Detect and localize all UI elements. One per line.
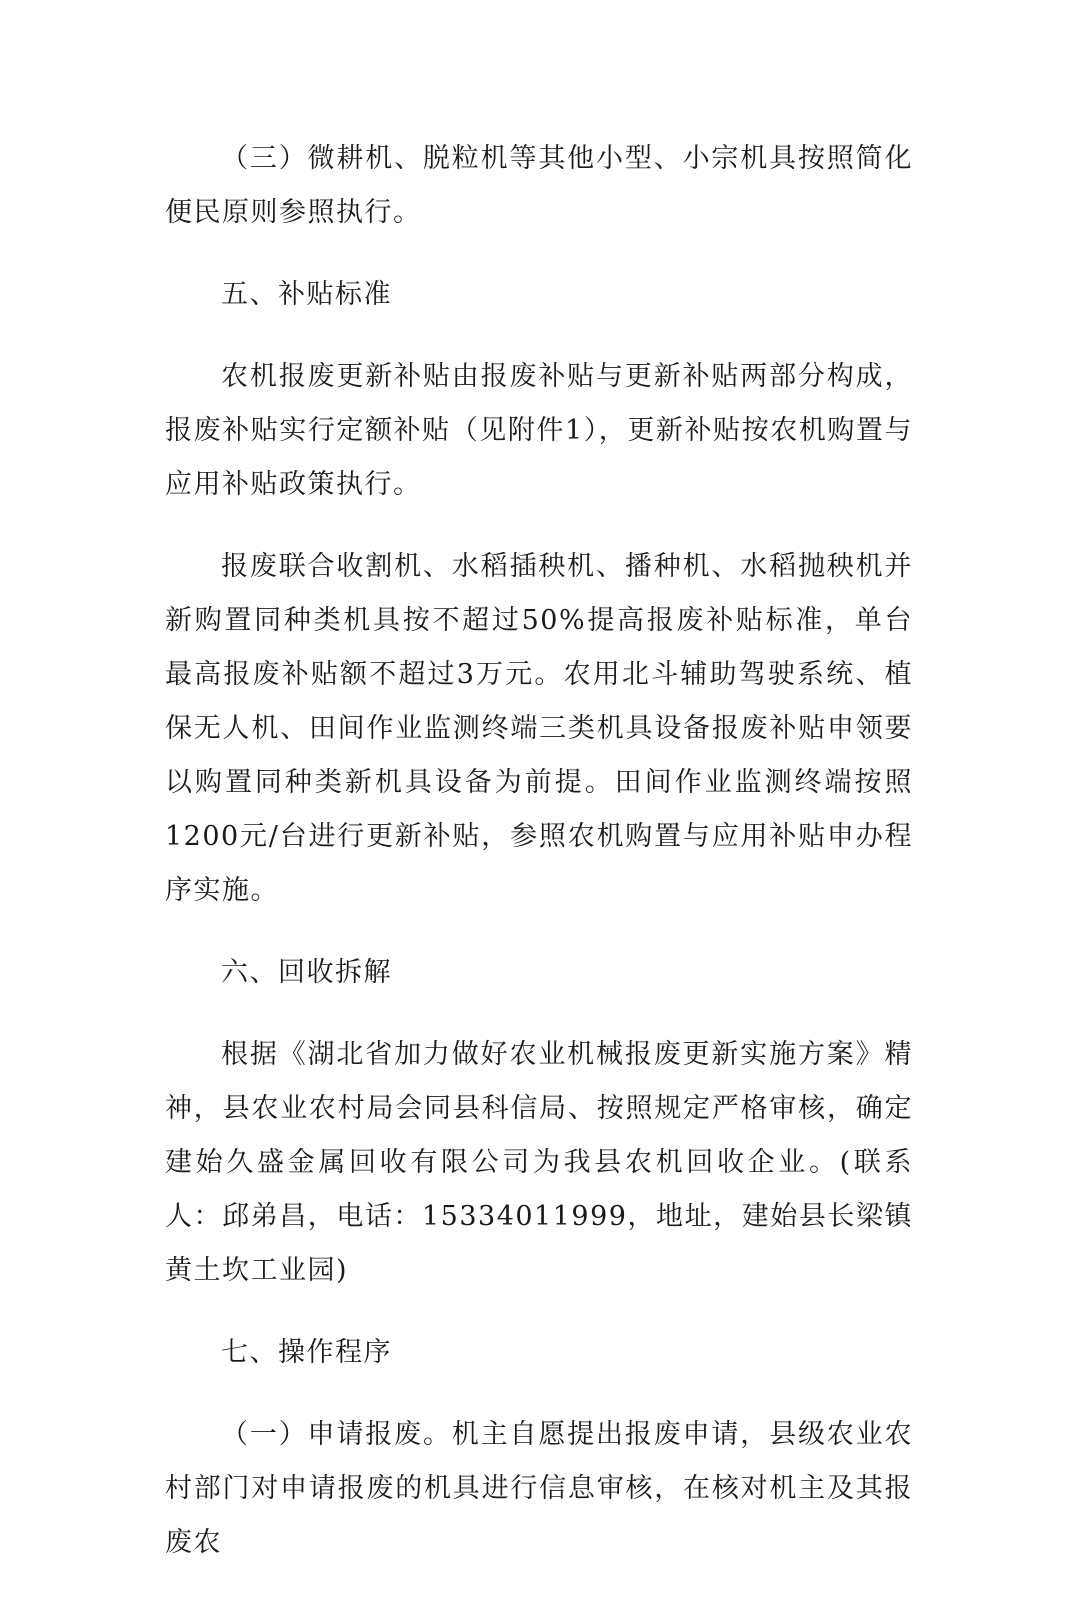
section-heading-subsidy-standard: 五、补贴标准 [221,279,392,310]
paragraph-subsidy-composition: 农机报废更新补贴由报废补贴与更新补贴两部分构成，报废补贴实行定额补贴（见附件1），更新补贴按农机购置与应用补贴政策执行。 [165,361,913,500]
paragraph-apply-scrap: （一）申请报废。机主自愿提出报废申请，县级农业农村部门对申请报废的机具进行信息审核，在核对机主及其报废农 [165,1419,913,1558]
paragraph-item-three: （三）微耕机、脱粒机等其他小型、小宗机具按照简化便民原则参照执行。 [165,143,913,228]
document-body [165,132,913,1598]
section-heading-recycling: 六、回收拆解 [221,957,392,988]
section-heading-procedure: 七、操作程序 [221,1337,392,1368]
paragraph-subsidy-details: 报废联合收割机、水稻插秧机、播种机、水稻抛秧机并新购置同种类机具按不超过50%提高报废补贴标准，单台最高报废补贴额不超过3万元。农用北斗辅助驾驶系统、植保无人机、田间作业监测终端三类机具设备报废补贴申领要以购置同种类新机具设备为前提。田间作业监测终端按照1200元/台进行更新补贴，参照农机购置与应用补贴申办程序实施。 [165,551,913,906]
paragraph-recycling-enterprise: 根据《湖北省加力做好农业机械报废更新实施方案》精神，县农业农村局会同县科信局、按照规定严格审核，确定建始久盛金属回收有限公司为我县农机回收企业。(联系人：邱弟昌，电话：15334011999，地址，建始县长梁镇黄土坎工业园) [165,1039,913,1286]
